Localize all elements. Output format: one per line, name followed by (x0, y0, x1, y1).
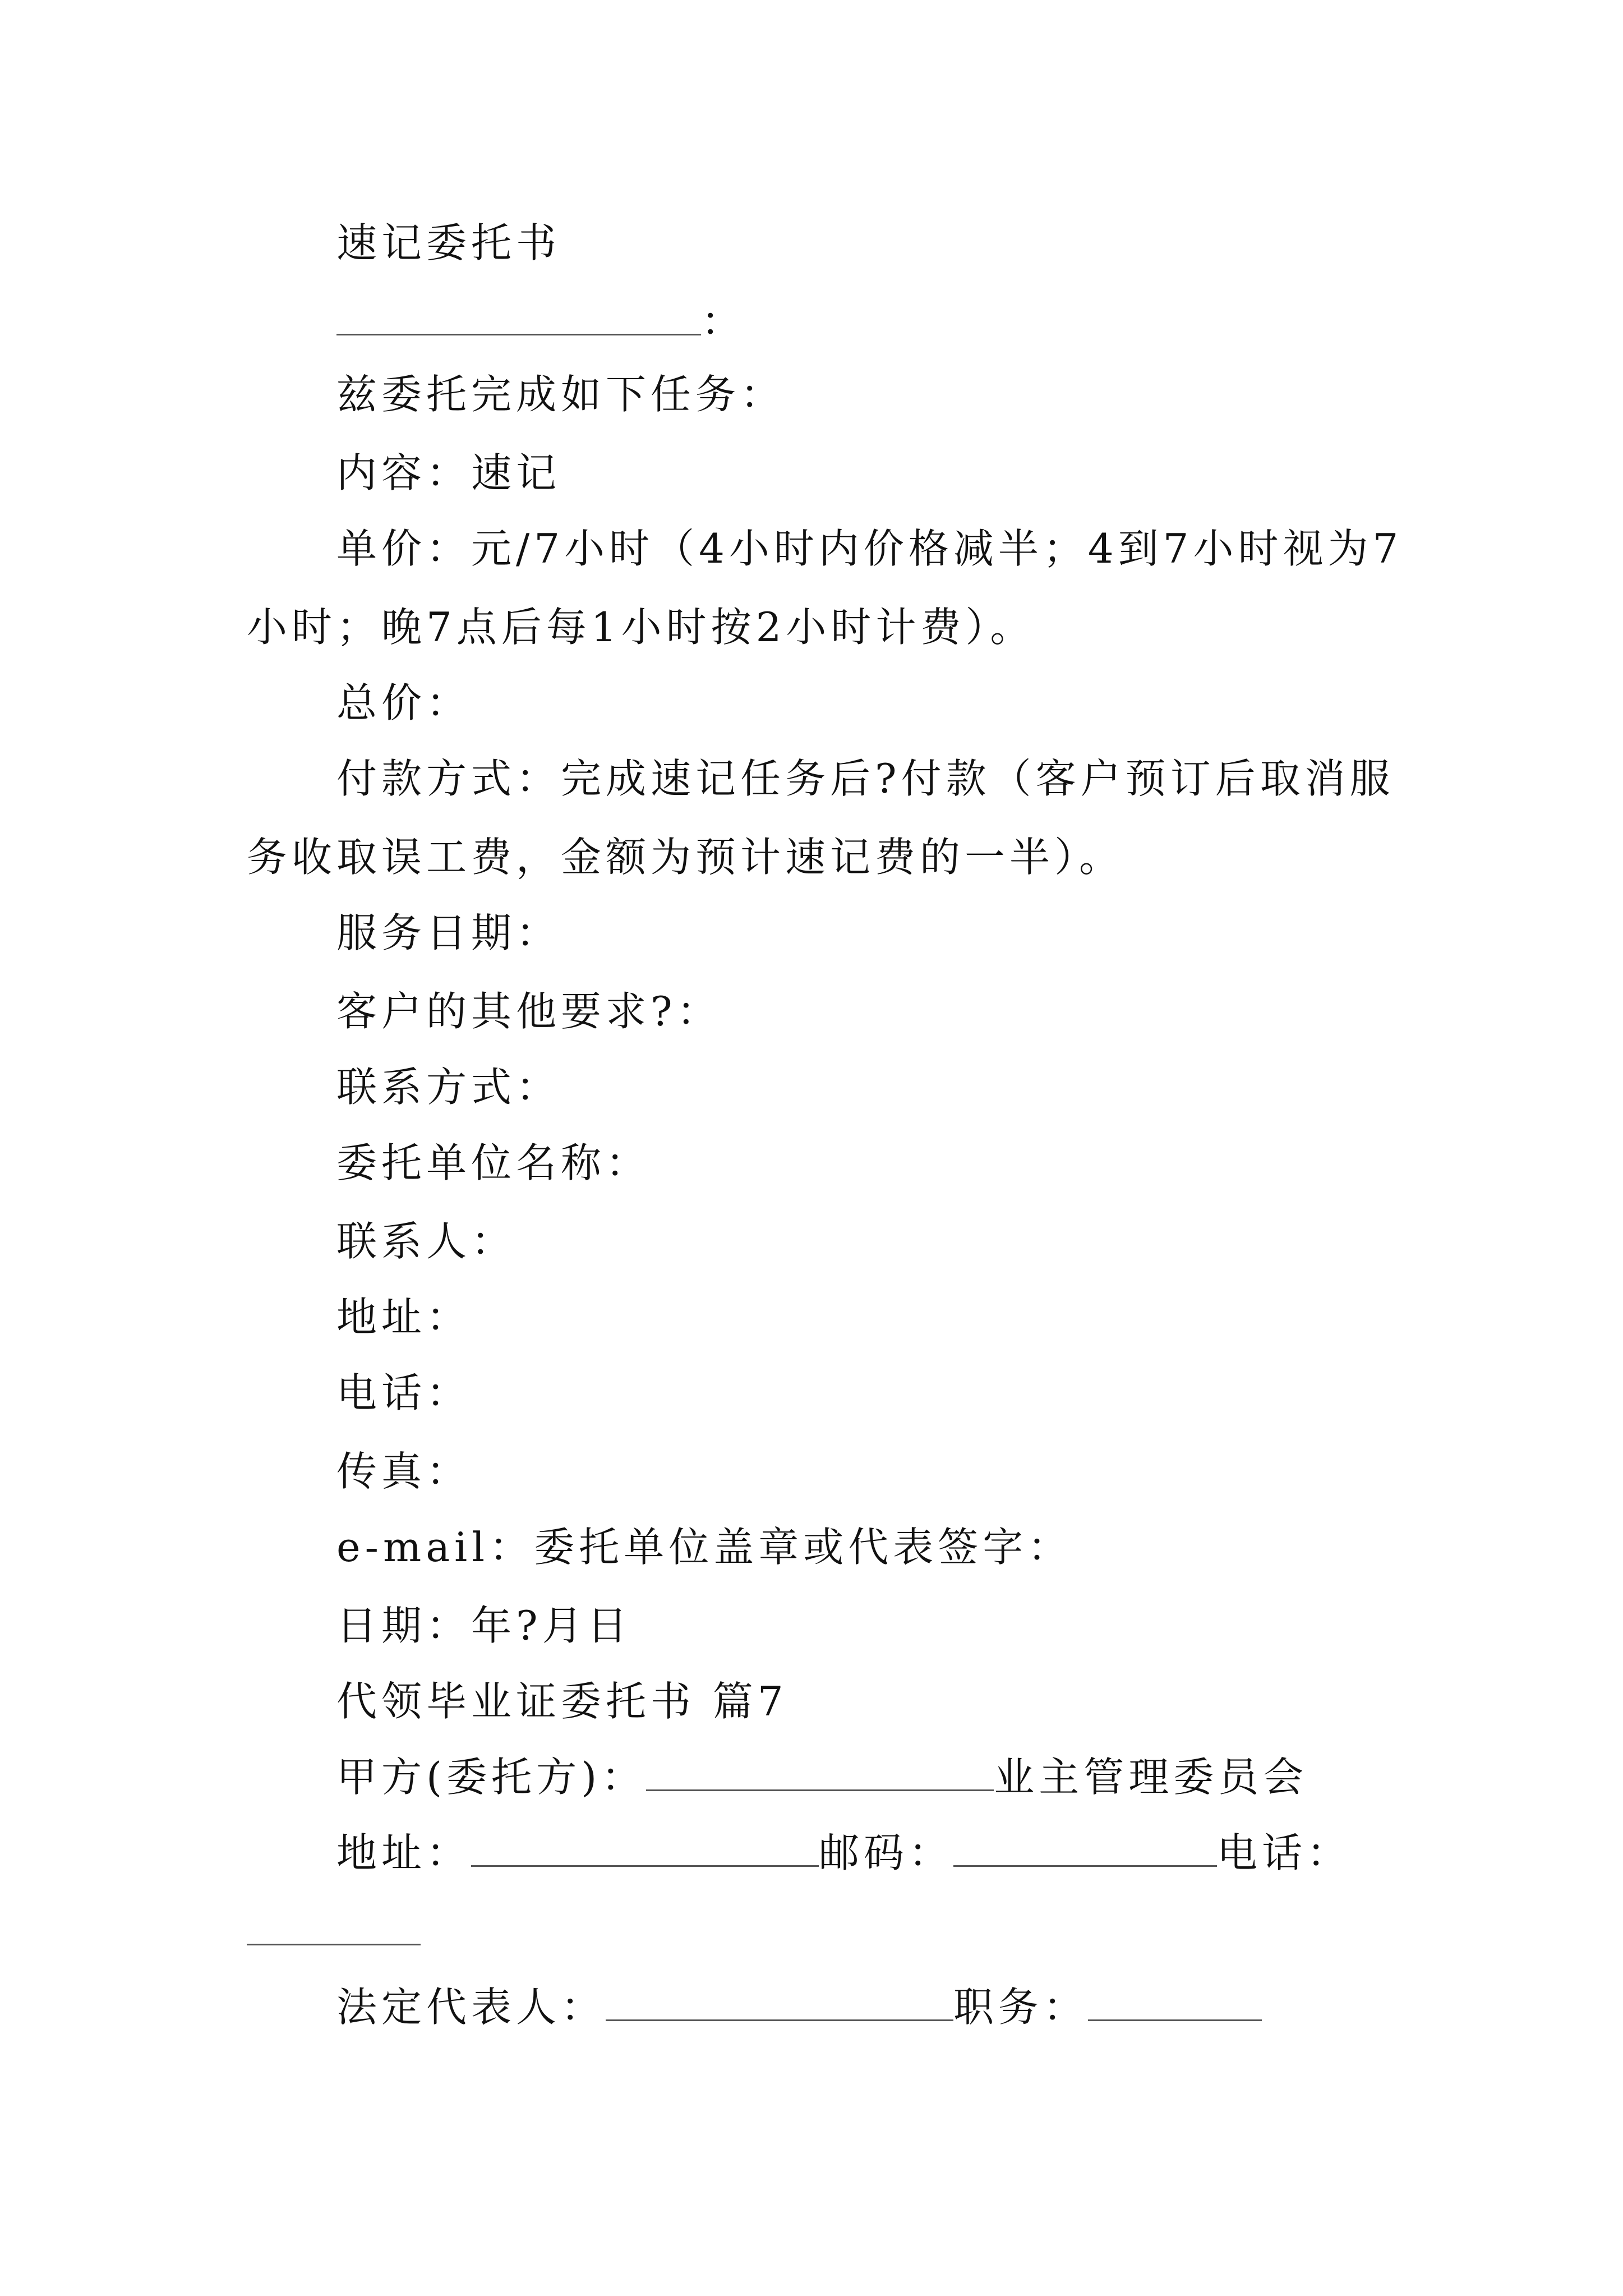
address-zip-tel-line (336, 1826, 1352, 1880)
fax: 传真： (336, 1448, 472, 1495)
content-text: 内容：速记 (336, 449, 561, 496)
position-label: 职务： (953, 1984, 1089, 2031)
email-signature: e-mail：委托单位盖章或代表签字： (336, 1524, 1073, 1571)
position-blank (1088, 1980, 1262, 2021)
party-a-label: 甲方(委托方)： (336, 1754, 647, 1801)
payment-line-1: 付款方式：完成速记任务后?付款（客户预订后取消服 (336, 755, 1395, 802)
party-a-suffix: 业主管理委员会 (994, 1754, 1308, 1801)
party-a-blank (646, 1750, 994, 1791)
address: 地址： (336, 1294, 472, 1341)
legal-rep-blank (606, 1980, 953, 2021)
unit-price-line-1: 单价：元/7小时（4小时内价格减半；4到7小时视为7 (336, 525, 1403, 572)
zip-blank (953, 1826, 1217, 1867)
addressee-blank (336, 295, 701, 335)
contact-method: 联系方式： (336, 1064, 561, 1111)
total-price: 总价： (336, 679, 472, 726)
date-line: 日期：年?月日 (336, 1602, 632, 1649)
payment-line-2: 务收取误工费，金额为预计速记费的一半）。 (247, 834, 1124, 881)
tel-continuation-blank (247, 1944, 421, 1945)
addressee-colon: ： (701, 298, 746, 345)
addr-blank (471, 1826, 819, 1867)
zip-label: 邮码： (819, 1829, 954, 1876)
other-requirements: 客户的其他要求?： (336, 988, 722, 1035)
party-a-line (336, 1750, 1308, 1804)
service-date: 服务日期： (336, 909, 561, 956)
addr-label: 地址： (336, 1829, 472, 1876)
tel-label: 电话： (1217, 1829, 1352, 1876)
addressee-line (336, 295, 746, 348)
section-title: 代领毕业证委托书 篇7 (336, 1678, 788, 1725)
doc-title: 速记委托书 (336, 219, 561, 266)
legal-rep-label: 法定代表人： (336, 1984, 606, 2031)
intro-text: 兹委托完成如下任务： (336, 371, 786, 418)
legal-rep-line (336, 1980, 1262, 2034)
contact-person: 联系人： (336, 1218, 517, 1265)
company-name: 委托单位名称： (336, 1139, 651, 1186)
unit-price-line-2: 小时；晚7点后每1小时按2小时计费）。 (247, 604, 1035, 651)
phone: 电话： (336, 1369, 472, 1416)
